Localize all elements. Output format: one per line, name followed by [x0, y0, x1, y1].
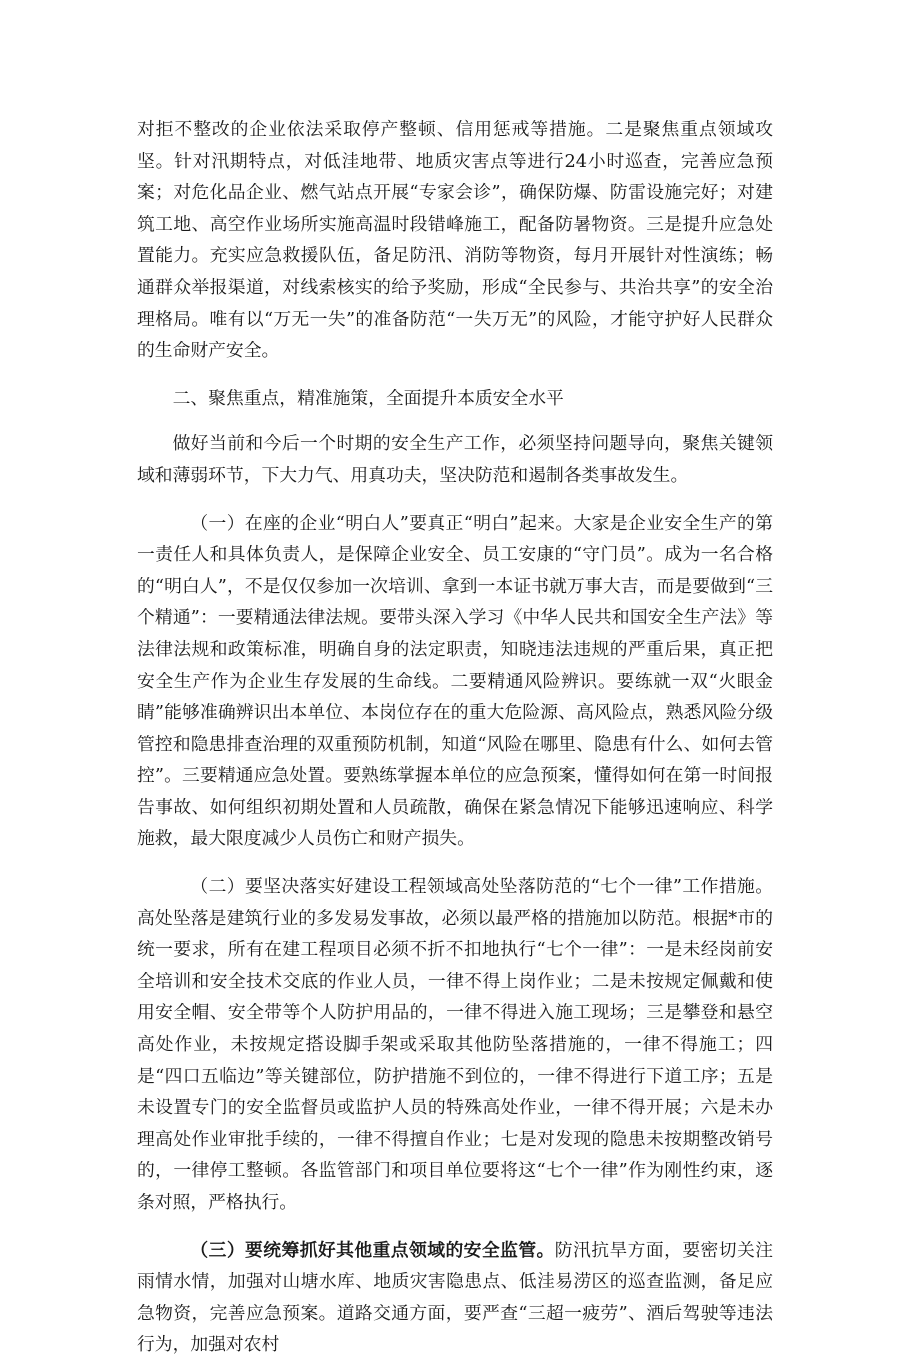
section-heading-2: 二、聚焦重点，精准施策，全面提升本质安全水平	[172, 387, 564, 409]
paragraph-item-1: （一）在座的企业“明白人”要真正“明白”起来。大家是企业安全生产的第一责任人和具体负责人，是保障企业安全、员工安康的“守门员”。成为一名合格的“明白人”，不是仅仅参加一次培训、拿到一本证书就万事大吉，而是要做到“三个精通”：一要精通法律法规。要带头深入学习《中华人民共和国安全生产法》等法律法规和政策标准，明确自身的法定职责，知晓违法违规的严重后果，真正把安全生产作为企业生存发展的生命线。二要精通风险辨识。要练就一双“火眼金睛”能够准确辨识出本单位、本岗位存在的重大危险源、高风险点，熟悉风险分级管控和隐患排查治理的双重预防机制，知道“风险在哪里、隐患有什么、如何去管控”。三要精通应急处置。要熟练掌握本单位的应急预案，懂得如何在第一时间报告事故、如何组织初期处置和人员疏散，确保在紧急情况下能够迅速响应、科学施救，最大限度减少人员伤亡和财产损失。	[137, 512, 773, 850]
paragraph-item-2: （二）要坚决落实好建设工程领域高处坠落防范的“七个一律”工作措施。高处坠落是建筑行业的多发易发事故，必须以最严格的措施加以防范。根据*市的统一要求，所有在建工程项目必须不折不扣地执行“七个一律”：一是未经岗前安全培训和安全技术交底的作业人员，一律不得上岗作业；二是未按规定佩戴和使用安全帽、安全带等个人防护用品的，一律不得进入施工现场；三是攀登和悬空高处作业，未按规定搭设脚手架或采取其他防坠落措施的，一律不得施工；四是“四口五临边”等关键部位，防护措施不到位的，一律不得进行下道工序；五是未设置专门的安全监督员或监护人员的特殊高处作业，一律不得开展；六是未办理高处作业审批手续的，一律不得擅自作业；七是对发现的隐患未按期整改销号的，一律停工整顿。各监管部门和项目单位要将这“七个一律”作为刚性约束，逐条对照，严格执行。	[137, 876, 773, 1213]
paragraph-intro: 做好当前和今后一个时期的安全生产工作，必须坚持问题导向，聚焦关键领域和薄弱环节，下大力气、用真功夫，坚决防范和遏制各类事故发生。	[137, 433, 773, 486]
item-3-text: 防汛抗旱方面，要密切关注雨情水情，加强对山塘水库、地质灾害隐患点、低洼易涝区的巡查监测，备足应急物资，完善应急预案。道路交通方面，要严查“三超一疲劳”、酒后驾驶等违法行为，加强对农村	[137, 1239, 773, 1356]
paragraph-continuation: 对拒不整改的企业依法采取停产整顿、信用惩戒等措施。二是聚焦重点领域攻坚。针对汛期特点，对低洼地带、地质灾害点等进行24小时巡查，完善应急预案；对危化品企业、燃气站点开展“专家会诊”，确保防爆、防雷设施完好；对建筑工地、高空作业场所实施高温时段错峰施工，配备防暑物资。三是提升应急处置能力。充实应急救援队伍，备足防汛、消防等物资，每月开展针对性演练；畅通群众举报渠道，对线索核实的给予奖励，形成“全民参与、共治共享”的安全治理格局。唯有以“万无一失”的准备防范“一失万无”的风险，才能守护好人民群众的生命财产安全。	[137, 119, 773, 362]
item-3-heading: （三）要统筹抓好其他重点领域的安全监管。	[190, 1239, 555, 1261]
paragraph-item-3	[137, 1235, 773, 1361]
document-body	[137, 114, 773, 1361]
